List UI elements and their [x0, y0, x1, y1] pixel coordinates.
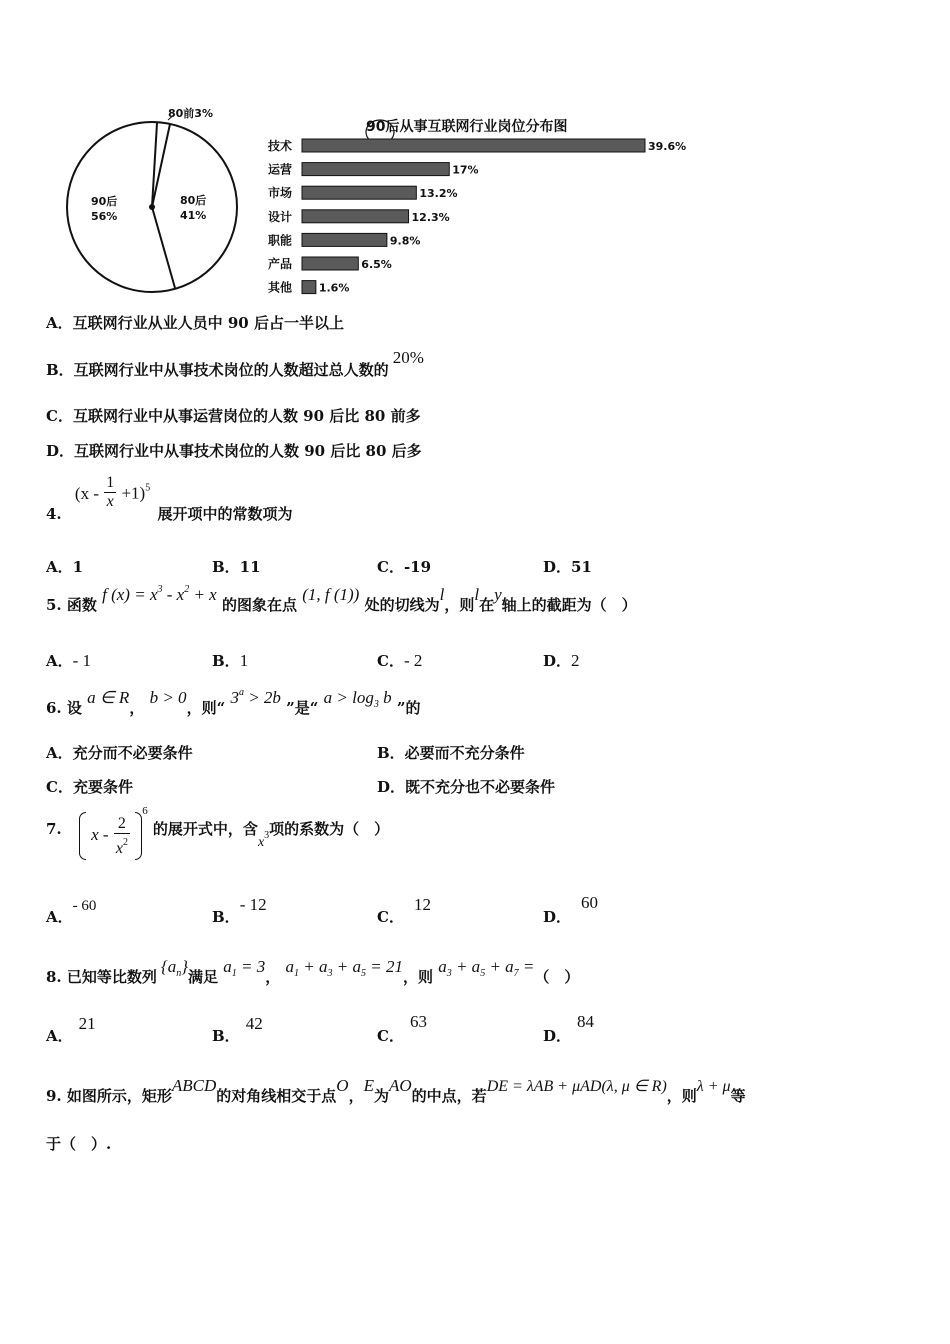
- q4-option-d: D．51: [543, 558, 592, 576]
- q3-option-b-text: B．互联网行业中从事技术岗位的人数超过总人数的: [46, 361, 389, 379]
- q8-seq-end: }: [181, 957, 189, 976]
- q9-stem: [46, 1076, 746, 1106]
- q5-option-d-label: D．: [543, 652, 572, 670]
- bar-category-label: 设计: [268, 209, 293, 224]
- q7-frac-den-x: x: [115, 839, 123, 857]
- q5-option-c: [377, 650, 422, 671]
- q7-frac-den-exp: 2: [122, 836, 128, 848]
- bar-value-label: 13.2%: [419, 187, 458, 201]
- q5-option-c-value: - 2: [403, 651, 423, 670]
- bar-设计: [302, 210, 409, 223]
- q6-cond2: [323, 688, 392, 710]
- q4-option-c: C．-19: [377, 558, 432, 576]
- q5-point: (1, f (1)): [302, 585, 360, 604]
- figure-charts: [0, 0, 700, 300]
- q6-cond2-a: a > log: [323, 688, 374, 707]
- q8-option-c-label: C．: [377, 1027, 404, 1045]
- q9-lambda-mu: λ + μ: [696, 1078, 731, 1095]
- q9-abcd: ABCD: [171, 1076, 217, 1095]
- q3-option-b-math: 20%: [392, 348, 424, 367]
- q7-option-d-label: D．: [543, 908, 572, 926]
- q8-cond2-a1: a: [285, 957, 294, 976]
- q6-number: 6. 设: [46, 699, 82, 717]
- q8-option-a: [46, 1014, 96, 1046]
- q7-x3-base: x: [257, 835, 265, 850]
- q4-expr-post: +1): [121, 483, 146, 503]
- q4-fraction: [104, 474, 116, 511]
- q3-option-d: D．互联网行业中从事技术岗位的人数 90 后比 80 后多: [46, 442, 422, 460]
- bar-职能: [302, 233, 387, 246]
- bar-chart-title: 90后从事互联网行业岗位分布图: [366, 119, 568, 135]
- q5-function: [102, 585, 217, 604]
- bar-category-label: 其他: [268, 280, 293, 295]
- q3-option-a: A．互联网行业从业人员中 90 后占一半以上: [46, 314, 344, 332]
- q7-expr-pre: x -: [91, 825, 109, 844]
- q8-option-b-value: 42: [245, 1014, 263, 1033]
- q4-frac-den: x: [106, 493, 114, 510]
- q9-t2: 为: [373, 1087, 389, 1105]
- pie-label-90: 90后: [91, 195, 118, 208]
- pie-divider-90-80: [152, 207, 175, 288]
- pie-pct-80: 41%: [180, 209, 207, 222]
- bar-产品: [302, 257, 358, 270]
- q5-exp1: 3: [157, 584, 163, 595]
- q8-seq: [160, 957, 189, 979]
- q9-number: 9. 如图所示，矩形: [46, 1087, 172, 1105]
- pie-label-80: 80后: [180, 194, 207, 207]
- q7-option-c-value: 12: [413, 895, 431, 914]
- q6-option-a: A．充分而不必要条件: [46, 744, 193, 762]
- q5-t3: ，则: [444, 596, 475, 614]
- q4-text: 展开项中的常数项为: [157, 504, 293, 523]
- q6-cond1: [230, 688, 280, 707]
- q8-cond1-rest: = 3: [236, 957, 266, 976]
- q8-stem: [46, 957, 580, 989]
- q7-option-c: [377, 895, 431, 927]
- q7-exponent: 6: [142, 805, 148, 817]
- q4-stem: [46, 474, 293, 523]
- q7-right-paren: [135, 812, 142, 860]
- bar-value-label: 39.6%: [648, 140, 687, 153]
- q8-t1: 满足: [188, 968, 219, 986]
- q5-option-a: [46, 650, 91, 671]
- q7-fraction: [114, 815, 130, 858]
- bar-value-label: 17%: [452, 163, 479, 177]
- q6-option-b: B．必要而不充分条件: [377, 744, 525, 762]
- q5-t2: 处的切线为: [364, 596, 440, 614]
- bar-技术: [302, 139, 645, 152]
- q7-t1: 的展开式中，含: [152, 820, 258, 838]
- bar-category-label: 技术: [268, 139, 293, 153]
- q8-cond2-s1: 1: [294, 968, 299, 979]
- q6-cond1-base: 3: [230, 688, 239, 707]
- q6-cond2-sub: 3: [373, 699, 379, 710]
- q6-t2: ”是“: [286, 699, 319, 717]
- bar-category-label: 职能: [268, 233, 293, 248]
- q8-cond1-sub: 1: [231, 968, 237, 979]
- q7-option-a-label: A．: [46, 908, 73, 926]
- q5-func-a: f (x) = x: [102, 585, 158, 604]
- q7-stem: [46, 805, 390, 860]
- bar-其他: [302, 281, 316, 294]
- q7-option-a-value: - 60: [72, 898, 97, 914]
- q8-option-c-value: 63: [409, 1012, 427, 1031]
- q6-cond2-b: b: [378, 688, 392, 707]
- bar-运营: [302, 163, 449, 176]
- q8-number: 8. 已知等比数列: [46, 968, 157, 986]
- bar-category-label: 市场: [268, 186, 293, 201]
- pie-label-80-before: 80前3%: [168, 107, 213, 120]
- q8-cond2-a5: + a: [332, 957, 361, 976]
- q8-cond3-s7: 7: [513, 968, 519, 979]
- q5-option-b-value: 1: [239, 651, 249, 670]
- q5-number: 5. 函数: [46, 596, 97, 614]
- q4-option-b: B．11: [212, 558, 261, 576]
- q8-cond2: [285, 957, 403, 979]
- q5-option-d: [543, 650, 580, 671]
- q5-t5: 轴上的截距为（ ）: [501, 596, 637, 614]
- q8-comma: ，: [265, 968, 281, 986]
- q7-option-d-value: 60: [581, 893, 599, 912]
- q8-cond2-a3: + a: [299, 957, 328, 976]
- q8-option-c: [377, 1012, 427, 1046]
- q8-cond3-rest: =: [518, 957, 535, 976]
- q9-t3: 的中点，若: [411, 1087, 487, 1105]
- pie-center: [149, 204, 155, 210]
- bar-chart: [267, 118, 686, 295]
- q7-option-c-label: C．: [377, 908, 404, 926]
- bar-市场: [302, 186, 416, 199]
- q6-t1: ，则“: [186, 699, 226, 717]
- q6-b-gt: b > 0: [149, 688, 187, 707]
- q8-option-d: [543, 1012, 595, 1046]
- q7-x3-exp: 3: [264, 830, 270, 841]
- q8-cond3-a5: + a: [451, 957, 481, 976]
- q8-cond2-s5: 5: [360, 968, 366, 979]
- q5-option-c-label: C．: [377, 652, 404, 670]
- q7-t2: 项的系数为（ ）: [269, 820, 390, 838]
- q8-seq-a: {a: [160, 957, 177, 976]
- q6-cond1-exp: a: [238, 687, 244, 698]
- bar-value-label: 6.5%: [361, 258, 392, 271]
- q5-y: y: [494, 585, 502, 604]
- q5-l: l: [439, 585, 445, 604]
- q7-frac-den: [114, 834, 130, 858]
- q5-func-c: + x: [189, 585, 217, 604]
- bar-category-label: 运营: [268, 162, 293, 177]
- q8-option-a-label: A．: [46, 1027, 73, 1045]
- q4-number: 4.: [46, 504, 62, 523]
- q7-number: 7.: [46, 820, 62, 838]
- q6-a-in-r: a ∈ R: [87, 688, 130, 707]
- q5-l2: l: [474, 585, 480, 604]
- q8-cond3-a3: a: [438, 957, 447, 976]
- q5-t1: 的图象在点: [221, 596, 297, 614]
- q7-frac-num: 2: [114, 815, 130, 834]
- q8-option-b: [212, 1014, 263, 1046]
- q7-x3: [257, 830, 270, 850]
- q7-option-b: [212, 895, 267, 927]
- q6-stem: [46, 687, 421, 720]
- q8-cond3-s3: 3: [446, 968, 452, 979]
- q5-t4: 在: [479, 596, 495, 614]
- q5-option-a-label: A．: [46, 652, 73, 670]
- q9-expr: DE = λAB + μAD(λ, μ ∈ R): [486, 1078, 667, 1095]
- q8-option-b-label: B．: [212, 1027, 240, 1045]
- q5-func-b: - x: [162, 585, 185, 604]
- q6-cond1-rest: > 2b: [243, 688, 281, 707]
- q8-seq-sub: n: [176, 968, 182, 979]
- q8-cond1-a: a: [223, 957, 232, 976]
- q7-option-a: [46, 898, 97, 927]
- q9-e: E: [363, 1076, 374, 1095]
- q8-cond3: [438, 957, 535, 979]
- q8-cond3-s5: 5: [480, 968, 486, 979]
- bar-value-label: 12.3%: [411, 210, 450, 224]
- q6-t3: ”的: [396, 699, 421, 717]
- pie-chart: [67, 106, 237, 292]
- q4-frac-num: 1: [106, 474, 115, 491]
- q3-option-c: C．互联网行业中从事运营岗位的人数 90 后比 80 前多: [46, 407, 421, 425]
- q6-option-d: D．既不充分也不必要条件: [377, 778, 556, 796]
- q8-cond2-rest: = 21: [365, 957, 403, 976]
- bar-value-label: 1.6%: [318, 281, 350, 295]
- q5-exp2: 2: [184, 584, 190, 595]
- q6-option-c: C．充要条件: [46, 778, 133, 796]
- q9-t5: 等: [730, 1087, 746, 1105]
- q4-expr-pre: (x -: [74, 483, 99, 503]
- pie-pct-90: 56%: [91, 210, 118, 223]
- q6-comma: ，: [129, 699, 145, 717]
- q8-option-d-label: D．: [543, 1027, 572, 1045]
- q5-stem: [46, 584, 637, 615]
- bar-category-label: 产品: [268, 257, 293, 271]
- q4-option-a: A．1: [46, 558, 84, 576]
- q3-option-b: [46, 348, 424, 380]
- q8-cond3-a7: + a: [485, 957, 514, 976]
- q7-option-d: [543, 893, 599, 927]
- bar-value-label: 9.8%: [389, 234, 421, 248]
- q5-option-b-label: B．: [212, 652, 240, 670]
- q7-option-b-label: B．: [212, 908, 240, 926]
- q5-option-b: [212, 650, 248, 671]
- q8-cond2-s3: 3: [327, 968, 333, 979]
- q9-t1: 的对角线相交于点: [216, 1087, 337, 1105]
- q5-option-d-value: 2: [571, 651, 580, 670]
- q5-option-a-value: - 1: [72, 651, 92, 670]
- q8-option-d-value: 84: [577, 1012, 595, 1031]
- q7-left-paren: [79, 812, 86, 860]
- q9-t4: ，则: [666, 1087, 697, 1105]
- q9-line2: 于（ ）.: [46, 1135, 112, 1153]
- q7-option-b-value: - 12: [239, 895, 267, 914]
- q8-cond1: [223, 957, 266, 979]
- q8-t3: （ ）: [534, 968, 580, 986]
- q8-option-a-value: 21: [78, 1014, 96, 1033]
- q8-t2: ，则: [402, 968, 433, 986]
- q9-comma: ，: [348, 1087, 364, 1105]
- q9-ao: AO: [389, 1076, 412, 1095]
- q9-o: O: [336, 1076, 349, 1095]
- q4-exponent: 5: [145, 482, 151, 494]
